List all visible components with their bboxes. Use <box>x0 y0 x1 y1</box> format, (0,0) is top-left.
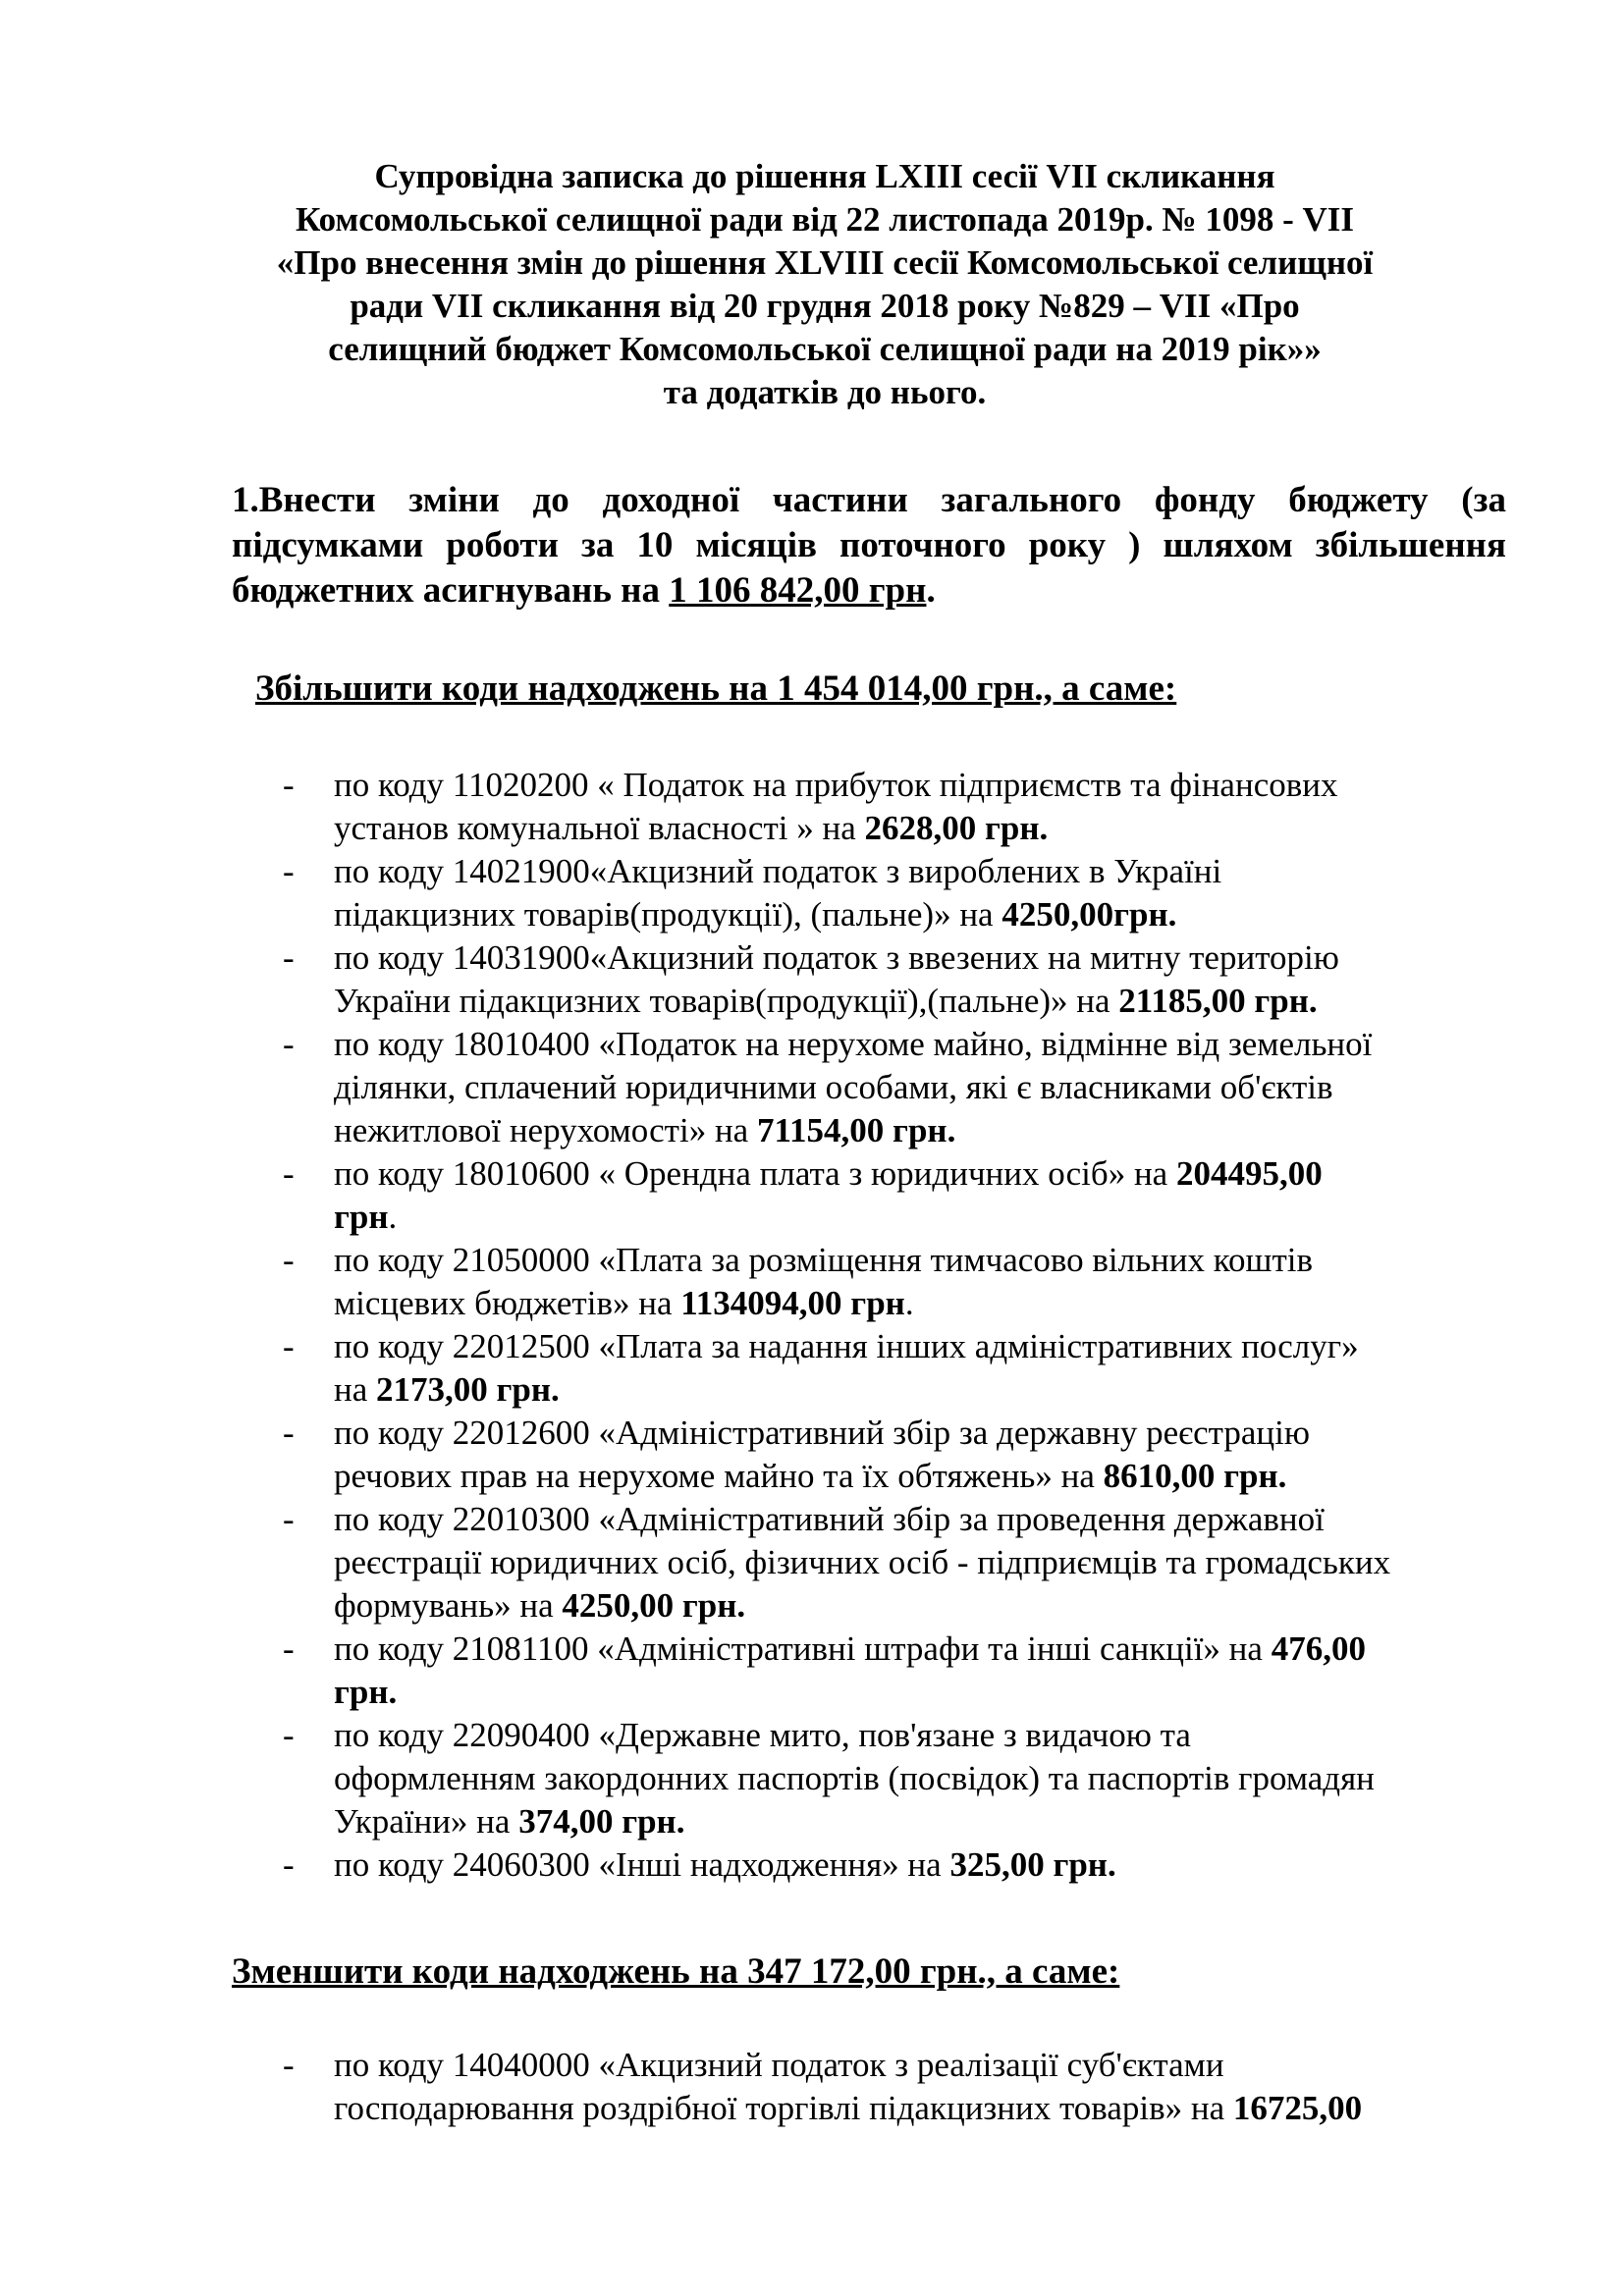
item-line: по коду 22012500 «Плата за надання інших адміністративних послуг» <box>334 1327 1359 1365</box>
item-line: ділянки, сплачений юридичними особами, які є власниками об'єктів <box>334 1068 1333 1106</box>
item-amount: 2173,00 грн. <box>376 1370 560 1409</box>
bullet-dash: - <box>283 1154 295 1193</box>
item-line: по коду 22012600 «Адміністративний збір за державну реєстрацію <box>334 1414 1311 1452</box>
item-text: по коду 18010600 « Орендна плата з юридичних осіб» на <box>334 1154 1176 1193</box>
item-text: місцевих бюджетів» на <box>334 1284 681 1322</box>
bullet-dash: - <box>283 1025 295 1063</box>
list-item <box>0 764 1624 850</box>
item-line: по коду 14031900«Акцизний податок з ввезених на митну територію <box>334 938 1339 977</box>
item-amount: 374,00 грн. <box>518 1802 685 1841</box>
item-amount: 71154,00 грн. <box>756 1111 956 1149</box>
item-line <box>334 1109 1624 1152</box>
decrease-list <box>0 2044 1624 2130</box>
paragraph-line <box>232 568 1506 614</box>
list-item <box>0 1628 1624 1714</box>
item-line: по коду 22010300 «Адміністративний збір за проведення державної <box>334 1500 1325 1538</box>
item-line <box>334 1584 1624 1628</box>
item-line <box>334 1196 1624 1239</box>
title-line: Комсомольської селищної ради від 22 листопада 2019р. № 1098 - VII <box>295 200 1355 239</box>
item-line <box>334 1843 1624 1887</box>
item-end: . <box>388 1198 398 1236</box>
item-text: на <box>334 1370 377 1409</box>
item-amount: 4250,00грн. <box>1001 895 1177 934</box>
item-line: по коду 22090400 «Державне мито, пов'язане з видачою та <box>334 1716 1191 1754</box>
bullet-dash: - <box>283 852 295 890</box>
paragraph-end: . <box>926 570 936 611</box>
item-amount: 1134094,00 грн <box>680 1284 905 1322</box>
title-line: ради VII скликання від 20 грудня 2018 року №829 – VII «Про <box>350 287 1300 325</box>
item-text: нежитлової нерухомості» на <box>334 1111 757 1149</box>
increase-heading: Збільшити коди надходжень на 1 454 014,00 грн., а саме: <box>255 668 1177 709</box>
paragraph-line: 1.Внести зміни до доходної частини загального фонду бюджету (за <box>232 480 1506 520</box>
bullet-dash: - <box>283 1716 295 1754</box>
bullet-dash: - <box>283 2046 295 2084</box>
item-line: по коду 14021900«Акцизний податок з вироблених в Україні <box>334 852 1222 890</box>
item-line: по коду 18010400 «Податок на нерухоме майно, відмінне від земельної <box>334 1025 1373 1063</box>
bullet-dash: - <box>283 1241 295 1279</box>
bullet-dash: - <box>283 1500 295 1538</box>
item-line <box>334 1671 1624 1714</box>
title-line: селищний бюджет Комсомольської селищної ради на 2019 рік»» <box>328 330 1322 368</box>
list-item <box>0 1498 1624 1628</box>
item-line: по коду 21050000 «Плата за розміщення тимчасово вільних коштів <box>334 1241 1313 1279</box>
item-line <box>334 1368 1624 1412</box>
paragraph-line: підсумками роботи за 10 місяців поточного року ) шляхом збільшення <box>232 525 1506 565</box>
item-text: по коду 24060300 «Інші надходження» на <box>334 1845 950 1884</box>
item-text: України підакцизних товарів(продукції),(пальне)» на <box>334 982 1119 1020</box>
item-text: підакцизних товарів(продукції), (пальне)» на <box>334 895 1002 934</box>
item-line: оформленням закордонних паспортів (посвідок) та паспортів громадян <box>334 1759 1375 1797</box>
increase-list <box>0 764 1624 1887</box>
item-amount: 325,00 грн. <box>949 1845 1116 1884</box>
item-amount-unit: грн <box>334 1198 389 1236</box>
item-text: по коду 21081100 «Адміністративні штрафи та інші санкції» на <box>334 1629 1272 1668</box>
item-line <box>334 1152 1624 1196</box>
item-amount: 476,00 <box>1271 1629 1366 1668</box>
bullet-dash: - <box>283 1327 295 1365</box>
item-text: установ комунальної власності » на <box>334 809 865 847</box>
item-line <box>334 2087 1624 2130</box>
item-amount: 4250,00 грн. <box>562 1586 746 1625</box>
item-text: України» на <box>334 1802 519 1841</box>
item-line <box>334 1800 1624 1843</box>
list-item <box>0 1843 1624 1887</box>
item-text: формувань» на <box>334 1586 563 1625</box>
bullet-dash: - <box>283 1414 295 1452</box>
item-line <box>334 893 1624 936</box>
item-amount-unit: грн. <box>334 1673 398 1711</box>
decrease-heading: Зменшити коди надходжень на 347 172,00 грн., а саме: <box>232 1951 1120 1992</box>
bullet-dash: - <box>283 1629 295 1668</box>
title-line: та додатків до нього. <box>663 373 987 411</box>
list-item <box>0 1239 1624 1325</box>
title-line: «Про внесення змін до рішення XLVIII сесії Комсомольської селищної <box>276 243 1374 282</box>
bullet-dash: - <box>283 766 295 804</box>
item-amount: 16725,00 <box>1232 2089 1363 2127</box>
list-item <box>0 1023 1624 1152</box>
document-title <box>196 155 1453 414</box>
list-item <box>0 850 1624 936</box>
item-line <box>334 1455 1624 1498</box>
list-item <box>0 936 1624 1023</box>
item-line <box>334 807 1624 850</box>
item-line <box>334 1282 1624 1325</box>
item-line: по коду 14040000 «Акцизний податок з реалізації суб'єктами <box>334 2046 1224 2084</box>
list-item <box>0 2044 1624 2130</box>
list-item <box>0 1714 1624 1843</box>
item-text: речових прав на нерухоме майно та їх обтяжень» на <box>334 1457 1104 1495</box>
list-item <box>0 1412 1624 1498</box>
item-line <box>334 1628 1624 1671</box>
item-amount: 8610,00 грн. <box>1103 1457 1287 1495</box>
title-line: Супровідна записка до рішення LXIII сесії VII скликання <box>374 157 1275 195</box>
bullet-dash: - <box>283 938 295 977</box>
total-amount: 1 106 842,00 грн <box>669 570 927 611</box>
item-line: по коду 11020200 « Податок на прибуток підприємств та фінансових <box>334 766 1338 804</box>
item-amount: 21185,00 грн. <box>1118 982 1318 1020</box>
paragraph-1 <box>232 478 1506 614</box>
item-line <box>334 980 1624 1023</box>
item-end: . <box>904 1284 914 1322</box>
list-item <box>0 1325 1624 1412</box>
item-amount: 204495,00 <box>1175 1154 1323 1193</box>
paragraph-text: бюджетних асигнувань на <box>232 570 670 611</box>
list-item <box>0 1152 1624 1239</box>
item-amount: 2628,00 грн. <box>864 809 1049 847</box>
item-line: реєстрації юридичних осіб, фізичних осіб - підприємців та громадських <box>334 1543 1391 1581</box>
item-text: господарювання роздрібної торгівлі підакцизних товарів» на <box>334 2089 1233 2127</box>
bullet-dash: - <box>283 1845 295 1884</box>
